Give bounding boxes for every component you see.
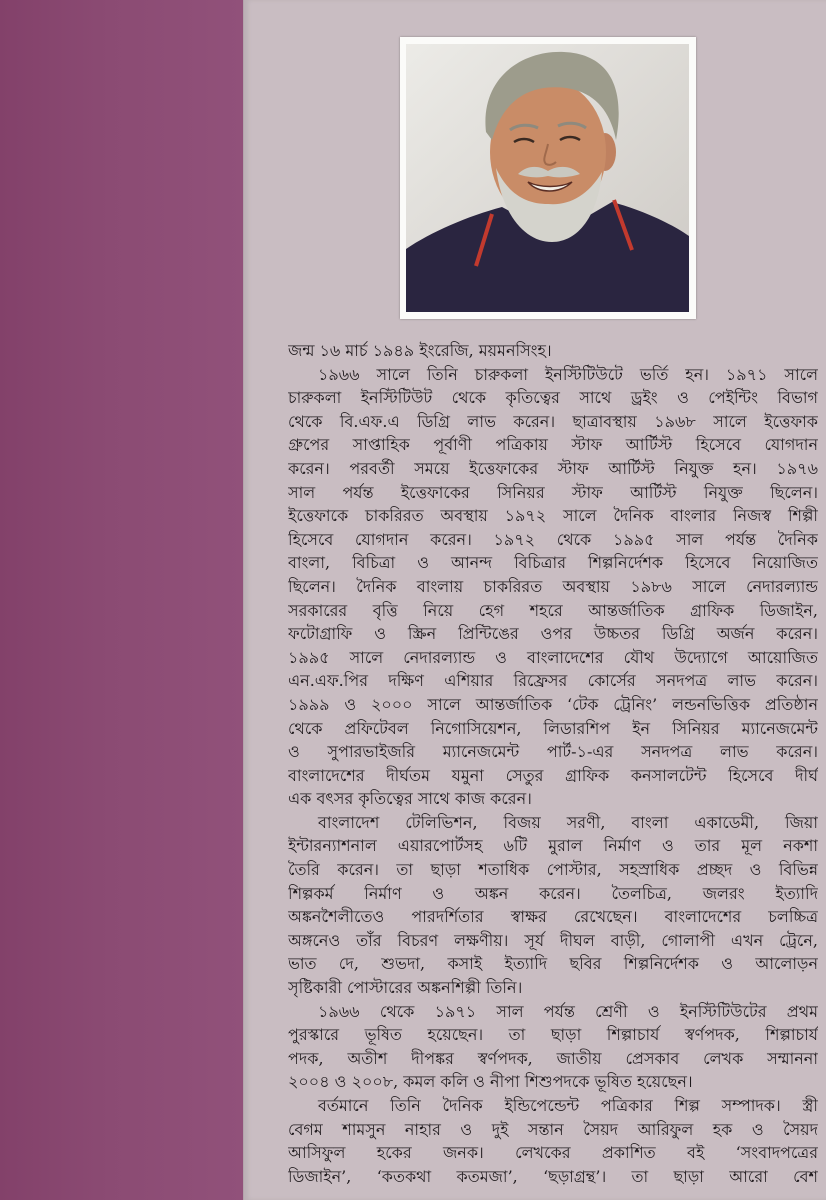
bio-line: বর্তমানে তিনি দৈনিক ইন্ডিপেন্ডেন্ট পত্রিকার শিল্প সম্পাদক। স্ত্রী [318,1096,818,1115]
bio-line: ইত্তেফাকে চাকরিরত অবস্থায় ১৯৭২ সালে দৈনিক বাংলার নিজস্ব শিল্পী [288,506,818,526]
cover-spine-strip [0,0,243,1200]
bio-line: বাংলা, বিচিত্রা ও আনন্দ বিচিত্রার শিল্পনির্দেশক হিসেবে নিয়োজিত [288,553,818,573]
bio-line: ও সুপারভাইজরি ম্যানেজমেন্ট পার্ট-১-এর সনদপত্র লাভ করেন। [288,742,818,762]
bio-line: চারুকলা ইনস্টিটিউট থেকে কৃতিত্বের সাথে ড্রইং ও পেইন্টিং বিভাগ [288,388,818,408]
bio-line: ১৯৯৯ ও ২০০০ সালে আন্তর্জাতিক ‘টেক ট্রেনিং’ লন্ডনভিত্তিক প্রতিষ্ঠান [288,694,818,714]
bio-line: সৃষ্টিকারী পোস্টারের অঙ্কনশিল্পী তিনি। [288,978,523,998]
bio-line: শিল্পকর্ম নির্মাণ ও অঙ্কন করেন। তৈলচিত্র, জলরং ইত্যাদি [288,883,818,903]
bio-line: ইন্টারন্যাশনাল এয়ারপোর্টসহ ৬টি মুরাল নির্মাণ ও তার মূল নকশা [288,836,818,856]
bio-line: পদক, অতীশ দীপঙ্কর স্বর্ণপদক, জাতীয় প্রেসকাব লেখক সম্মাননা [288,1048,818,1068]
bio-line: এন.এফ.পির দক্ষিণ এশিয়ার রিফ্রেসর কোর্সের সনদপত্র লাভ করেন। [288,671,818,691]
bio-line: সরকারের বৃত্তি নিয়ে হেগ শহরে আন্তর্জাতিক গ্রাফিক ডিজাইন, [288,600,818,620]
bio-line: ফটোগ্রাফি ও স্ক্রিন প্রিন্টিঙের ওপর উচ্চতর ডিগ্রি অর্জন করেন। [288,624,818,644]
bio-line: পুরস্কারে ভূষিত হয়েছেন। তা ছাড়া শিল্পাচার্য স্বর্ণপদক, শিল্পাচার্য [288,1025,818,1045]
bio-line: ১৯৬৬ সালে তিনি চারুকলা ইনস্টিটিউটে ভর্তি হন। ১৯৭১ সালে [318,364,818,384]
bio-line: বাংলাদেশ টেলিভিশন, বিজয় সরণী, বাংলা একাডেমী, জিয়া [318,812,818,832]
bio-line: থেকে বি.এফ.এ ডিগ্রি লাভ করেন। ছাত্রাবস্থায় ১৯৬৮ সালে ইত্তেফাক [288,411,818,431]
bio-line: হিসেবে যোগদান করেন। ১৯৭২ থেকে ১৯৯৫ সাল পর্যন্ত দৈনিক [288,529,818,549]
bio-line: ২০০৪ ও ২০০৮, কমল কলি ও নীপা শিশুপদকে ভূষিত হয়েছেন। [288,1072,693,1092]
bio-line: ভাত দে, শুভদা, কসাই ইত্যাদি ছবির শিল্পনির্দেশক ও আলোড়ন [288,954,818,974]
bio-line: জন্ম ১৬ মার্চ ১৯৪৯ ইংরেজি, ময়মনসিংহ। [288,341,552,360]
bio-line: ডিজাইন’, ‘কতকথা কতমজা’, ‘ছড়াগ্রন্থ’। তা ছাড়া আরো বেশ [288,1166,818,1186]
bio-line: থেকে প্রফিটেবল নিগোসিয়েশন, লিডারশিপ ইন সিনিয়র ম্যানেজমেন্ট [288,718,818,738]
bio-line: অঙ্গনেও তাঁর বিচরণ লক্ষণীয়। সূর্য দীঘল বাড়ী, গোলাপী এখন ট্রেনে, [288,930,818,950]
bio-line: সাল পর্যন্ত ইত্তেফাকের সিনিয়র স্টাফ আর্টিস্ট নিযুক্ত ছিলেন। [288,482,818,502]
bio-line: আসিফুল হকের জনক। লেখকের প্রকাশিত বই ‘সংবাদপত্রের [288,1143,818,1163]
bio-line: ছিলেন। দৈনিক বাংলায় চাকরিরত অবস্থায় ১৯৮৬ সালে নেদারল্যান্ড [288,576,818,596]
bio-line: করেন। পরবর্তী সময়ে ইত্তেফাকের স্টাফ আর্টিস্ট নিযুক্ত হন। ১৯৭৬ [288,458,818,478]
bio-line: এক বৎসর কৃতিত্বের সাথে কাজ করেন। [288,789,532,809]
bio-line: ১৯৯৫ সালে নেদারল্যান্ড ও বাংলাদেশের যৌথ উদ্যোগে আয়োজিত [288,647,818,667]
bio-line: অঙ্কনশৈলীতেও পারদর্শিতার স্বাক্ষর রেখেছেন। বাংলাদেশের চলচ্চিত্র [288,907,818,927]
author-photo [400,37,696,319]
author-portrait [406,44,689,312]
bio-line: বাংলাদেশের দীর্ঘতম যমুনা সেতুর গ্রাফিক কনসালটেন্ট হিসেবে দীর্ঘ [288,765,818,785]
bio-line: তৈরি করেন। তা ছাড়া শতাধিক পোস্টার, সহস্রাধিক প্রচ্ছদ ও বিভিন্ন [288,860,818,880]
bio-line: ১৯৬৬ থেকে ১৯৭১ সাল পর্যন্ত শ্রেণী ও ইনস্টিটিউটের প্রথম [318,1001,818,1021]
bio-line: বেগম শামসুন নাহার ও দুই সন্তান সৈয়দ আরিফুল হক ও সৈয়দ [288,1119,818,1139]
author-biography [288,339,818,1188]
bio-line: গ্রুপের সাপ্তাহিক পূর্বাণী পত্রিকায় স্টাফ আর্টিস্ট হিসেবে যোগদান [288,435,818,455]
